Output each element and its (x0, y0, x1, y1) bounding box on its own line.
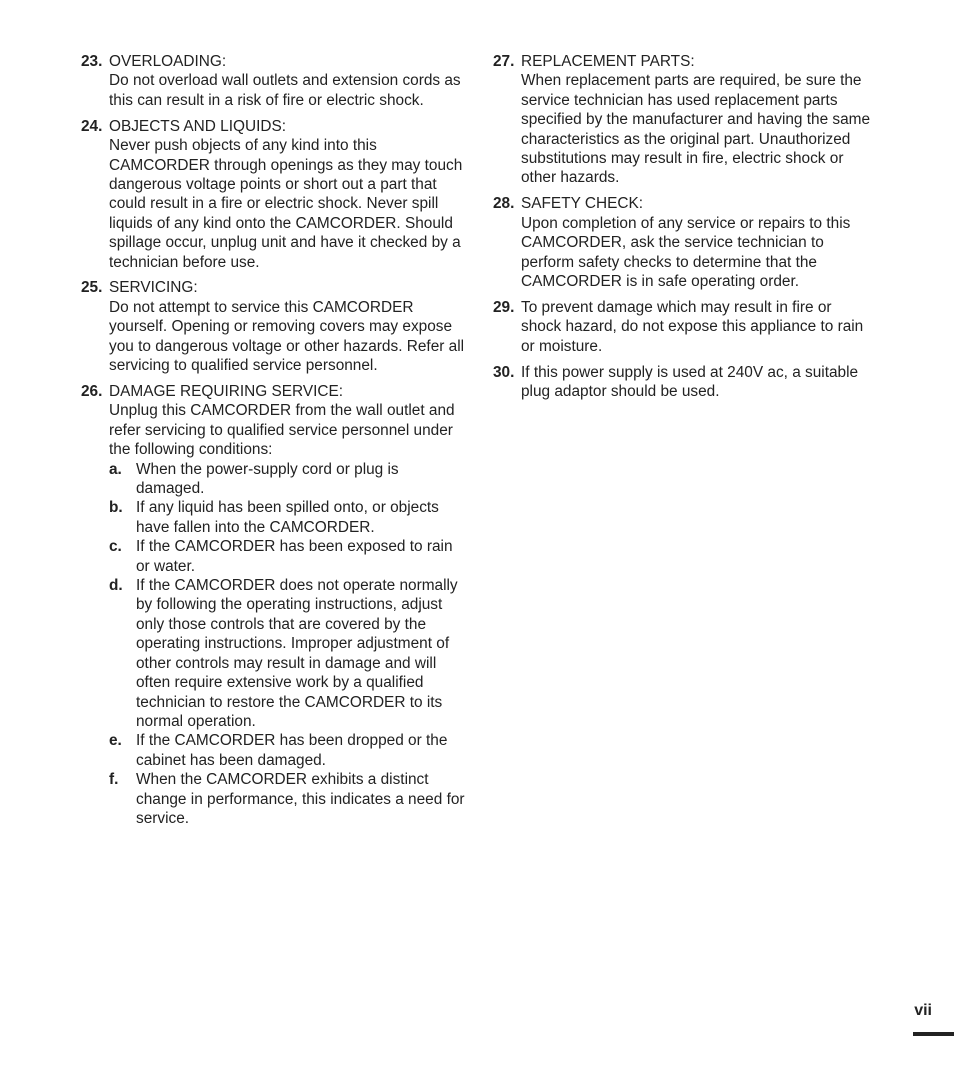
safety-item (493, 363, 873, 402)
sub-item-letter: b. (109, 499, 123, 517)
right-column (493, 52, 873, 408)
item-body: To prevent damage which may result in fire or shock hazard, do not expose this appliance to rain or moisture. (521, 298, 864, 355)
safety-item (493, 298, 873, 356)
sub-item-letter: d. (109, 577, 123, 595)
sub-item-text: If the CAMCORDER has been dropped or the cabinet has been damaged. (136, 732, 448, 769)
safety-item (81, 382, 466, 828)
item-body: When replacement parts are required, be sure the service technician has used replacement parts specified by the manufacturer and having the same characteristics as the original part. Unauthorized substitutions may result in fire, electric shock or other hazards. (521, 72, 871, 187)
item-title: OVERLOADING: (109, 53, 227, 70)
item-body: Upon completion of any service or repairs to this CAMCORDER, ask the service technician to perform safety checks to determine that the CAMCORDER is in safe operating order. (521, 214, 851, 290)
item-number: 30. (493, 363, 515, 381)
item-title: REPLACEMENT PARTS: (521, 53, 695, 70)
item-number: 25. (81, 279, 103, 297)
item-number: 29. (493, 298, 515, 316)
sub-item-letter: a. (109, 460, 122, 478)
page-number-rule (913, 1032, 954, 1036)
safety-item (81, 52, 466, 110)
safety-item (493, 52, 873, 188)
sub-item-text: If any liquid has been spilled onto, or objects have fallen into the CAMCORDER. (136, 499, 439, 536)
item-body: If this power supply is used at 240V ac, a suitable plug adaptor should be used. (521, 363, 859, 400)
item-title: SAFETY CHECK: (521, 195, 644, 213)
sub-item (109, 537, 466, 576)
item-body: Never push objects of any kind into this CAMCORDER through openings as they may touch dangerous voltage points or short out a part that could result in a fire or electric shock. Never spill liquids of any kind onto the CAMCORDER. Should spillage occur, unplug unit and have it checked by a technician before use. (109, 137, 463, 271)
page-number: vii (914, 1002, 932, 1019)
item-number: 24. (81, 117, 103, 135)
sub-item-text: When the power-supply cord or plug is damaged. (136, 460, 399, 498)
left-column (81, 52, 466, 835)
item-number: 28. (493, 195, 515, 213)
safety-item (81, 278, 466, 375)
safety-item (493, 194, 873, 291)
sub-item (109, 731, 466, 770)
item-body: Do not attempt to service this CAMCORDER yourself. Opening or removing covers may expose you to dangerous voltage or other hazards. Refer all servicing to qualified service personnel. (109, 298, 465, 375)
item-number: 23. (81, 53, 103, 70)
sub-item-letter: c. (109, 538, 122, 556)
item-title: SERVICING: (109, 279, 198, 297)
sub-item-letter: f. (109, 771, 119, 789)
sub-item (109, 576, 466, 731)
sub-item-text: If the CAMCORDER does not operate normally by following the operating instructions, adjust only those controls that are covered by the operating instructions. Improper adjustment of other controls may result in damage and will often require extensive work by a qualified technician to restore the CAMCORDER to its normal operation. (136, 577, 458, 730)
safety-item (81, 117, 466, 272)
item-number: 26. (81, 383, 103, 400)
sub-item (109, 498, 466, 537)
sub-item-letter: e. (109, 732, 122, 750)
sub-item-text: When the CAMCORDER exhibits a distinct change in performance, this indicates a need for service. (136, 771, 465, 827)
item-title: DAMAGE REQUIRING SERVICE: (109, 383, 344, 400)
item-body: Do not overload wall outlets and extension cords as this can result in a risk of fire or electric shock. (109, 72, 461, 109)
sub-item (109, 460, 466, 499)
sub-item-text: If the CAMCORDER has been exposed to rain or water. (136, 538, 453, 575)
item-body: Unplug this CAMCORDER from the wall outlet and refer servicing to qualified service personnel under the following conditions: (109, 402, 455, 459)
sub-item (109, 770, 466, 828)
item-number: 27. (493, 53, 515, 70)
item-title: OBJECTS AND LIQUIDS: (109, 117, 287, 135)
